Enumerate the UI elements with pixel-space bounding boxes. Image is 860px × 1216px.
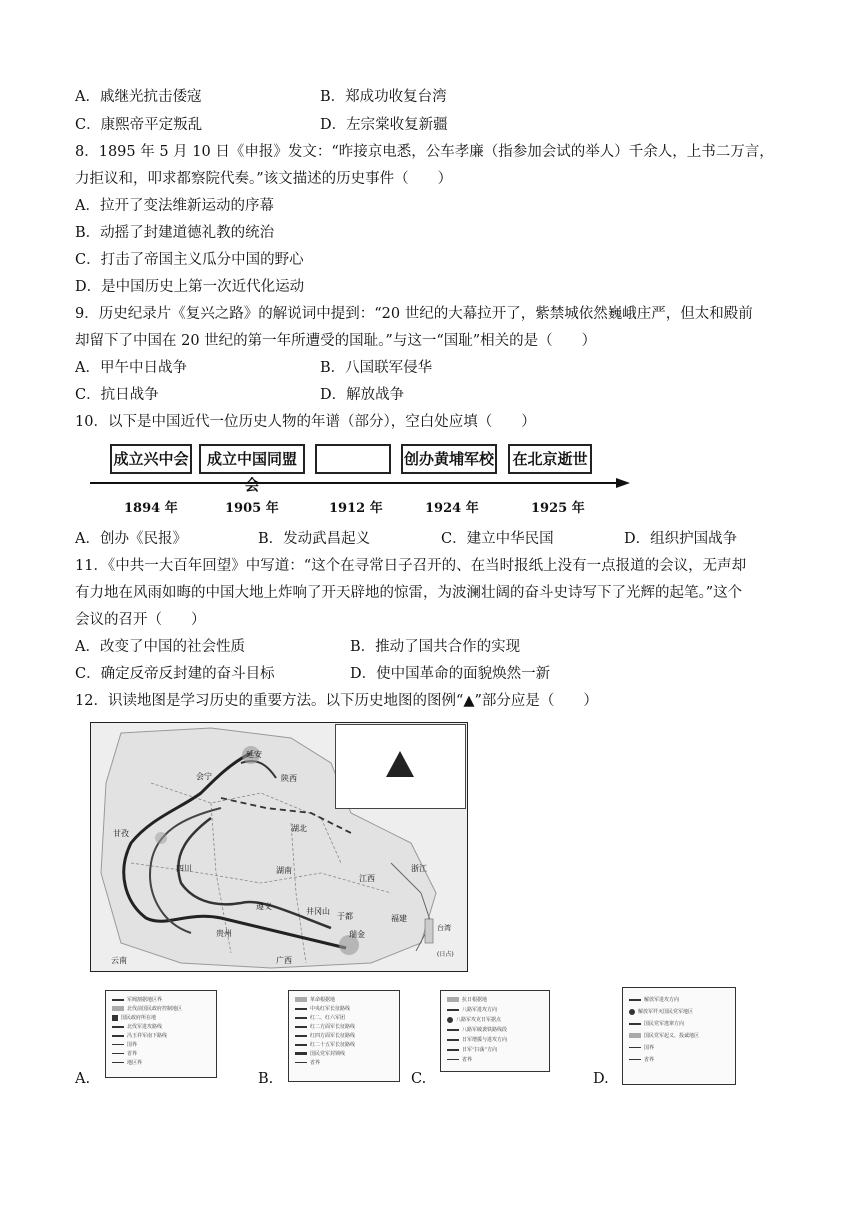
timeline-year-2: 1905 年 — [225, 501, 279, 516]
legend-b-row-1: 革命根据地 — [310, 997, 336, 1003]
q7-option-d: D．左宗棠收复新疆 — [320, 117, 448, 133]
q12-stem: 12．识读地图是学习历史的重要方法。以下历史地图的图例“▲”部分应是（ ） — [75, 693, 598, 709]
q8-stem-line2: 力拒议和，叩求都察院代奏。”该文描述的历史事件（ ） — [75, 171, 453, 187]
map-label-guangxi: 广西 — [276, 956, 292, 965]
q9-option-c: C．抗日战争 — [75, 387, 159, 403]
legend-a-row-4: 北伐军进攻路线 — [127, 1024, 163, 1030]
q7-option-b: B．郑成功收复台湾 — [320, 89, 447, 105]
legend-b-row-6: 红二十五军长征路线 — [310, 1042, 356, 1048]
map-label-taiwan: 台湾 — [437, 924, 451, 932]
timeline-event-5: 在北京逝世 — [508, 444, 592, 474]
legend-a-row-3: 国民政府所在地 — [121, 1015, 157, 1021]
q11-option-a: A．改变了中国的社会性质 — [75, 639, 245, 655]
map-label-guizhou: 贵州 — [216, 929, 232, 938]
legend-d-row-2: 解放军歼灭国民党军地区 — [638, 1009, 694, 1015]
legend-b-row-7: 国民党军封锁线 — [310, 1051, 346, 1057]
map-label-jiangxi: 江西 — [359, 874, 375, 883]
legend-d-row-6: 省界 — [644, 1057, 655, 1063]
legend-c-row-2: 八路军进攻方向 — [462, 1007, 498, 1013]
legend-a-row-1: 军阀割据地区界 — [127, 997, 163, 1003]
legend-a-row-6: 国界 — [127, 1042, 138, 1048]
legend-c-row-3: 八路军攻克日军据点 — [456, 1017, 502, 1023]
q12-option-d-legend — [622, 987, 736, 1085]
q12-option-c-legend — [440, 990, 550, 1072]
q8-option-c: C．打击了帝国主义瓜分中国的野心 — [75, 252, 304, 268]
q10-option-a: A．创办《民报》 — [75, 531, 187, 547]
map-label-ganzi: 甘孜 — [113, 829, 129, 838]
q7-option-c: C．康熙帝平定叛乱 — [75, 117, 203, 133]
timeline-event-2: 成立中国同盟会 — [199, 444, 305, 474]
legend-a-row-8: 地区界 — [127, 1060, 143, 1066]
q12-option-d-letter: D. — [593, 1071, 609, 1087]
legend-b-row-4: 红二方面军长征路线 — [310, 1024, 356, 1030]
q10-option-c: C．建立中华民国 — [441, 531, 554, 547]
q8-option-a: A．拉开了变法维新运动的序幕 — [75, 198, 274, 214]
map-label-yudu: 于都 — [337, 912, 353, 921]
legend-a-row-2: 北伐前国民政府控制地区 — [127, 1006, 183, 1012]
q10-stem: 10．以下是中国近代一位历史人物的年谱（部分），空白处应填（ ） — [75, 414, 536, 430]
legend-triangle-icon — [336, 725, 465, 808]
legend-c-row-1: 抗日根据地 — [462, 997, 488, 1003]
legend-c-row-5: 日军增援与进攻方向 — [462, 1037, 508, 1043]
timeline-event-1: 成立兴中会 — [110, 444, 192, 474]
legend-d-row-4: 国民党军起义、投诚地区 — [644, 1033, 700, 1039]
map-legend-box — [335, 724, 466, 809]
timeline-year-1: 1894 年 — [124, 501, 178, 516]
legend-b-row-8: 省界 — [310, 1060, 321, 1066]
legend-b-row-3: 红二、红六军团 — [310, 1015, 346, 1021]
map-label-yunnan: 云南 — [111, 956, 127, 965]
legend-b-row-5: 红四方面军长征路线 — [310, 1033, 356, 1039]
legend-c-row-6: 日军“扫荡”方向 — [462, 1047, 498, 1053]
q10-option-b: B．发动武昌起义 — [258, 531, 371, 547]
map-label-jinggangshan: 井冈山 — [306, 907, 330, 916]
map-label-yanan: 延安 — [246, 750, 262, 759]
legend-c-row-7: 省界 — [462, 1057, 473, 1063]
legend-d-row-5: 国界 — [644, 1045, 655, 1051]
timeline-year-3: 1912 年 — [329, 501, 383, 516]
q11-option-b: B．推动了国共合作的实现 — [350, 639, 521, 655]
legend-d-row-1: 解放军进攻方向 — [644, 997, 680, 1003]
timeline-year-5: 1925 年 — [531, 501, 585, 516]
q9-option-a: A．甲午中日战争 — [75, 360, 187, 376]
timeline-event-4: 创办黄埔军校 — [401, 444, 497, 474]
q11-option-d: D．使中国革命的面貌焕然一新 — [350, 666, 551, 682]
q12-option-a-legend — [105, 990, 217, 1078]
q8-option-b: B．动摇了封建道德礼教的统治 — [75, 225, 275, 241]
map-label-zhejiang: 浙江 — [411, 864, 427, 873]
q12-option-b-legend — [288, 990, 400, 1082]
q9-option-b: B．八国联军侵华 — [320, 360, 433, 376]
map-label-huining: 会宁 — [196, 772, 212, 781]
map-label-sichuan: 四川 — [176, 864, 192, 873]
map-label-fujian: 福建 — [391, 914, 407, 923]
legend-c-row-4: 八路军破袭铁路线段 — [462, 1027, 508, 1033]
q9-stem-line1: 9．历史纪录片《复兴之路》的解说词中提到：“20 世纪的大幕拉开了，紫禁城依然巍峨庄严，但太和殿前 — [75, 306, 753, 322]
q8-stem-line1: 8．1895 年 5 月 10 日《申报》发文：“昨接京电悉，公车孝廉（指参加会试的举人）千余人，上书二万言， — [75, 144, 774, 160]
q11-stem-line2: 有力地在风雨如晦的中国大地上炸响了开天辟地的惊雷，为波澜壮阔的奋斗史诗写下了光辉的起笔。”这个 — [75, 585, 743, 601]
q7-option-a: A．戚继光抗击倭寇 — [75, 89, 202, 105]
map-label-zunyi: 遵义 — [256, 902, 272, 911]
q10-option-d: D．组织护国战争 — [624, 531, 738, 547]
q12-option-a-letter: A. — [75, 1071, 91, 1087]
q12-option-b-letter: B. — [258, 1071, 274, 1087]
legend-a-row-7: 省界 — [127, 1051, 138, 1057]
q9-stem-line2: 却留下了中国在 20 世纪的第一年所遭受的国耻。”与这一“国耻”相关的是（ ） — [75, 333, 597, 349]
map-label-hubei: 湖北 — [291, 824, 307, 833]
legend-b-row-2: 中央红军长征路线 — [310, 1006, 351, 1012]
q11-stem-line1: 11．《中共一大百年回望》中写道：“这个在寻常日子召开的、在当时报纸上没有一点报道的会议，无声却 — [75, 558, 747, 574]
q12-option-c-letter: C. — [411, 1071, 427, 1087]
map-label-hunan: 湖南 — [276, 866, 292, 875]
map-label-ruijin: 瑞金 — [349, 930, 365, 939]
map-label-shaanxi: 陕西 — [281, 774, 297, 783]
q9-option-d: D．解放战争 — [320, 387, 405, 403]
map-label-note: (日占) — [437, 951, 454, 958]
timeline-year-4: 1924 年 — [425, 501, 479, 516]
legend-d-row-3: 国民党军逃窜方向 — [644, 1021, 685, 1027]
q11-option-c: C．确定反帝反封建的奋斗目标 — [75, 666, 275, 682]
timeline-axis — [90, 476, 630, 490]
legend-a-row-5: 冯玉祥军南下路线 — [127, 1033, 168, 1039]
q11-stem-line3: 会议的召开（ ） — [75, 612, 206, 628]
timeline-event-blank — [315, 444, 391, 474]
q8-option-d: D．是中国历史上第一次近代化运动 — [75, 279, 305, 295]
